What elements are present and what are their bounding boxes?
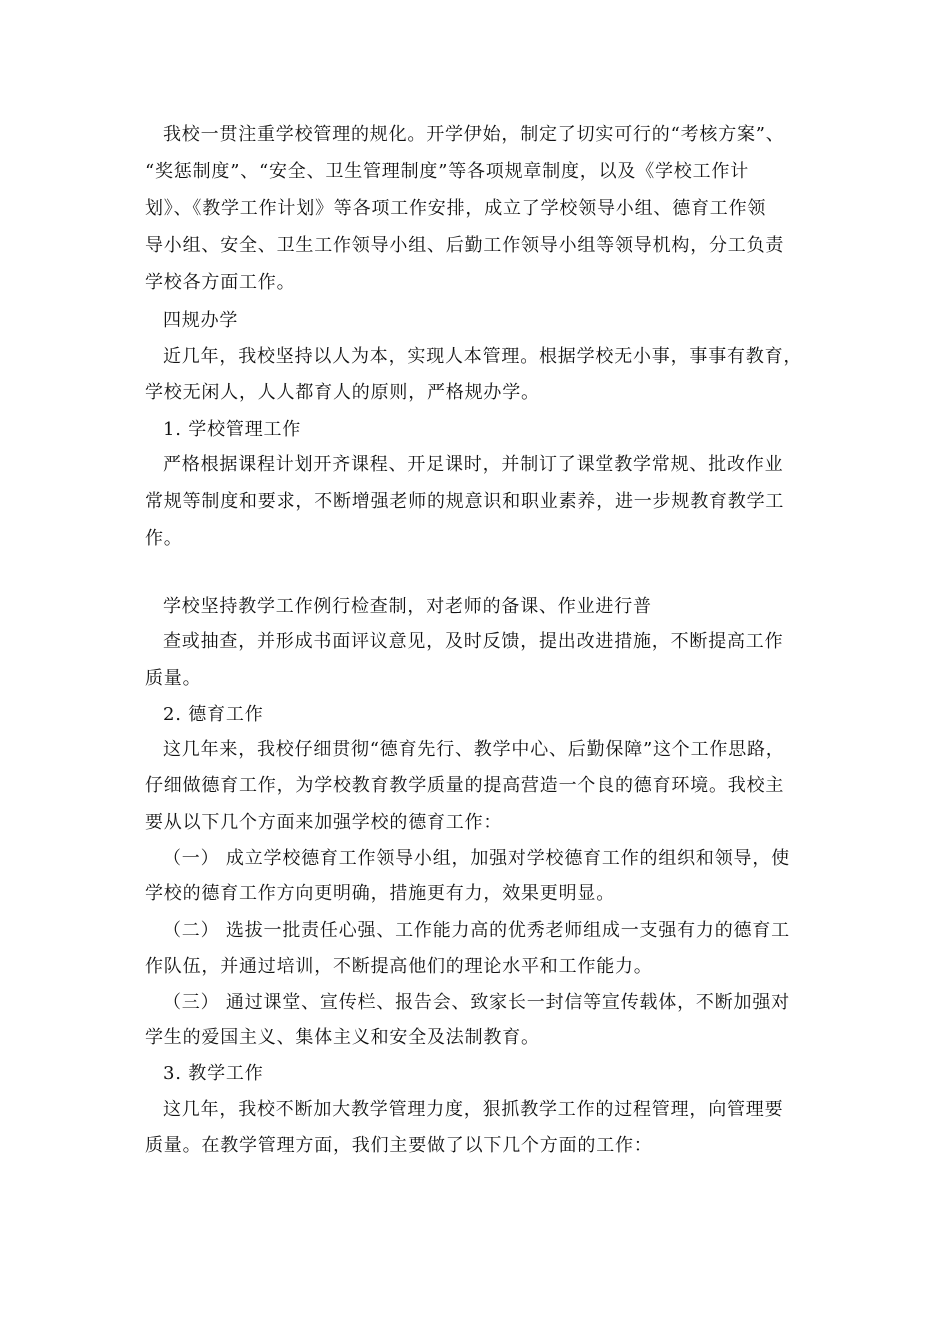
list-item-line: 学校的德育工作方向更明确，措施更有力，效果更明显。 <box>145 883 615 904</box>
paragraph-line: 这几年来，我校仔细贯彻“德育先行、教学中心、后勤保障”这个工作思路， <box>163 739 785 760</box>
paragraph-line: 作。 <box>145 528 183 549</box>
paragraph-line: 划》、《教学工作计划》等各项工作安排，成立了学校领导小组、德育工作领 <box>145 198 767 219</box>
list-item-line: 学生的爱国主义、集体主义和安全及法制教育。 <box>145 1027 540 1048</box>
paragraph-line: 质量。在教学管理方面，我们主要做了以下几个方面的工作： <box>145 1135 653 1156</box>
section-heading: 四规办学 <box>163 310 239 331</box>
subsection-heading: 2. 德育工作 <box>163 704 264 725</box>
list-item-line: 作队伍，并通过培训，不断提高他们的理论水平和工作能力。 <box>145 956 653 977</box>
paragraph-line: 这几年，我校不断加大教学管理力度，狠抓教学工作的过程管理，向管理要 <box>163 1099 784 1120</box>
paragraph-line: 学校无闲人，人人都育人的原则，严格规办学。 <box>145 382 540 403</box>
paragraph-line: 查或抽查，并形成书面评议意见，及时反馈，提出改进措施，不断提高工作 <box>163 631 784 652</box>
paragraph-line: 学校各方面工作。 <box>145 272 296 293</box>
paragraph-line: 要从以下几个方面来加强学校的德育工作： <box>145 812 503 833</box>
paragraph-line: 质量。 <box>145 668 202 689</box>
paragraph-line: 我校一贯注重学校管理的规化。开学伊始，制定了切实可行的“考核方案”、 <box>163 124 785 145</box>
subsection-heading: 1. 学校管理工作 <box>163 419 302 440</box>
paragraph-line: “奖惩制度”、“安全、卫生管理制度”等各项规章制度，以及《学校工作计 <box>145 161 750 182</box>
paragraph-line: 导小组、安全、卫生工作领导小组、后勤工作领导小组等领导机构，分工负责 <box>145 235 785 256</box>
paragraph-line: 学校坚持教学工作例行检查制，对老师的备课、作业进行普 <box>163 596 652 617</box>
paragraph-line: 严格根据课程计划开齐课程、开足课时，并制订了课堂教学常规、批改作业 <box>163 454 784 475</box>
subsection-heading: 3. 教学工作 <box>163 1063 264 1084</box>
list-item-line: （一） 成立学校德育工作领导小组，加强对学校德育工作的组织和领导，使 <box>163 848 790 869</box>
paragraph-line: 常规等制度和要求，不断增强老师的规意识和职业素养，进一步规教育教学工 <box>145 491 785 512</box>
list-item-line: （二） 选拔一批责任心强、工作能力高的优秀老师组成一支强有力的德育工 <box>163 920 790 941</box>
list-item-line: （三） 通过课堂、宣传栏、报告会、致家长一封信等宣传载体，不断加强对 <box>163 992 790 1013</box>
paragraph-line: 近几年，我校坚持以人为本，实现人本管理。根据学校无小事，事事有教育， <box>163 346 803 367</box>
paragraph-line: 仔细做德育工作，为学校教育教学质量的提高营造一个良的德育环境。我校主 <box>145 775 785 796</box>
